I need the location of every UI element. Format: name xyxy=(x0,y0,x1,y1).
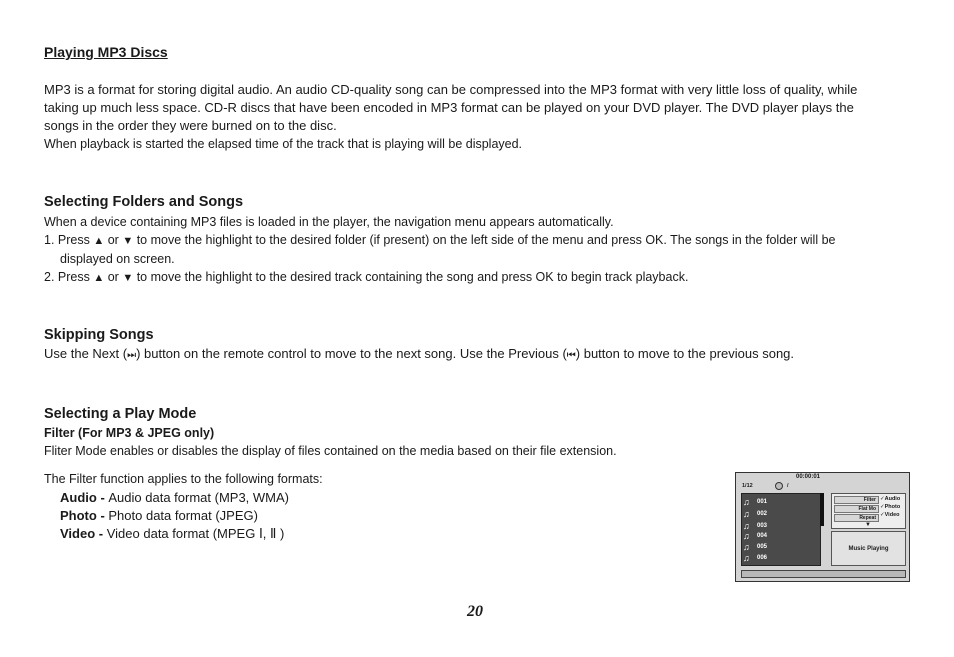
step-1-prefix: 1. Press xyxy=(44,233,90,247)
format-name: Video xyxy=(60,526,96,541)
format-desc: Audio data format (MP3, WMA) xyxy=(108,490,290,505)
up-arrow-icon: ▲ xyxy=(93,272,105,284)
music-note-icon: ♫ xyxy=(743,552,750,563)
up-arrow-icon: ▲ xyxy=(93,235,105,247)
filter-menu-panel xyxy=(831,493,906,529)
track-item: ♫ 004 xyxy=(743,530,768,541)
repeat-menu-item: Repeat xyxy=(834,514,879,522)
format-desc: Video data format (MPEG Ⅰ, Ⅱ ) xyxy=(106,526,285,541)
format-sep: - xyxy=(95,526,107,541)
disc-icon xyxy=(775,482,783,490)
format-name: Photo xyxy=(60,508,97,523)
mp3-paragraph-line-1: MP3 is a format for storing digital audio. An audio CD-quality song can be compressed into the MP3 format with very little loss of quality, while xyxy=(44,82,858,97)
mp3-paragraph-2: When playback is started the elapsed time of the track that is playing will be displayed. xyxy=(44,137,523,151)
previous-track-icon: ⏮ xyxy=(566,350,576,361)
section-title-play-mode: Selecting a Play Mode xyxy=(44,406,197,422)
section-title-selecting-folders: Selecting Folders and Songs xyxy=(44,194,244,210)
section-title-skipping-songs: Skipping Songs xyxy=(44,327,154,343)
track-list-scrollbar xyxy=(820,493,824,526)
track-item: ♫ 005 xyxy=(743,541,768,552)
flat-mode-menu-item: Flat Mo xyxy=(834,505,879,513)
section-title-playing-mp3: Playing MP3 Discs xyxy=(44,44,168,60)
down-arrow-icon: ▼ xyxy=(865,522,871,528)
or-label: or xyxy=(107,270,119,284)
check-icon: ✓ xyxy=(880,496,885,502)
music-note-icon: ♫ xyxy=(743,496,750,507)
elapsed-time: 00:00:01 xyxy=(796,474,821,480)
progress-bar xyxy=(741,570,906,578)
mp3-paragraph-line-2: taking up much less space. CD-R discs that have been encoded in MP3 format can be played on your DVD player. The DVD player plays the xyxy=(44,100,854,115)
format-sep: - xyxy=(96,508,109,523)
status-panel: Music Playing xyxy=(831,531,906,566)
page-number: 20 xyxy=(467,603,483,620)
audio-check: ✓Audio xyxy=(880,496,901,502)
format-audio xyxy=(60,489,289,507)
filter-description: Fliter Mode enables or disables the display of files contained on the media based on their file extension. xyxy=(44,444,617,458)
format-video xyxy=(60,525,284,543)
track-count: 1/12 xyxy=(742,483,753,489)
photo-check: ✓Photo xyxy=(880,504,901,510)
step-1-suffix: to move the highlight to the desired folder (if present) on the left side of the menu and press OK. The songs in the folder will be xyxy=(136,233,836,247)
mp3-menu-screen-illustration xyxy=(735,472,910,582)
step-2-suffix: to move the highlight to the desired track containing the song and press OK to begin track playback. xyxy=(136,270,689,284)
skipping-paragraph xyxy=(44,345,794,365)
path-slash: / xyxy=(787,483,789,489)
music-note-icon: ♫ xyxy=(743,541,750,552)
format-photo xyxy=(60,507,258,525)
check-icon: ✓ xyxy=(880,504,885,510)
skipping-text-b: ) button on the remote control to move to the next song. Use the Previous ( xyxy=(136,346,567,361)
filter-applies-text: The Filter function applies to the following formats: xyxy=(44,472,323,486)
track-item: ♫ 002 xyxy=(743,508,768,519)
format-name: Audio xyxy=(60,490,97,505)
skipping-text-a: Use the Next ( xyxy=(44,346,128,361)
track-item: ♫ 003 xyxy=(743,520,768,531)
filter-menu-item: Filter xyxy=(834,496,879,504)
folders-step-2 xyxy=(44,268,688,287)
music-note-icon: ♫ xyxy=(743,530,750,541)
down-arrow-icon: ▼ xyxy=(122,235,134,247)
music-note-icon: ♫ xyxy=(743,508,750,519)
down-arrow-icon: ▼ xyxy=(122,272,134,284)
or-label: or xyxy=(107,233,119,247)
skipping-text-c: ) button to move to the previous song. xyxy=(575,346,795,361)
track-item: ♫ 006 xyxy=(743,552,768,563)
music-note-icon: ♫ xyxy=(743,520,750,531)
track-item: ♫ 001 xyxy=(743,496,768,507)
video-check: ✓Video xyxy=(880,512,900,518)
filter-subtitle: Filter (For MP3 & JPEG only) xyxy=(44,426,215,440)
format-sep: - xyxy=(96,490,109,505)
next-track-icon: ⏭ xyxy=(127,350,137,361)
check-icon: ✓ xyxy=(880,512,885,518)
format-desc: Photo data format (JPEG) xyxy=(108,508,258,523)
folders-intro: When a device containing MP3 files is loaded in the player, the navigation menu appears automatically. xyxy=(44,215,614,229)
step-2-prefix: 2. Press xyxy=(44,270,90,284)
mp3-paragraph-line-3: songs in the order they were burned on to the disc. xyxy=(44,118,337,133)
folders-step-1-continued: displayed on screen. xyxy=(60,252,175,266)
folders-step-1 xyxy=(44,231,835,250)
